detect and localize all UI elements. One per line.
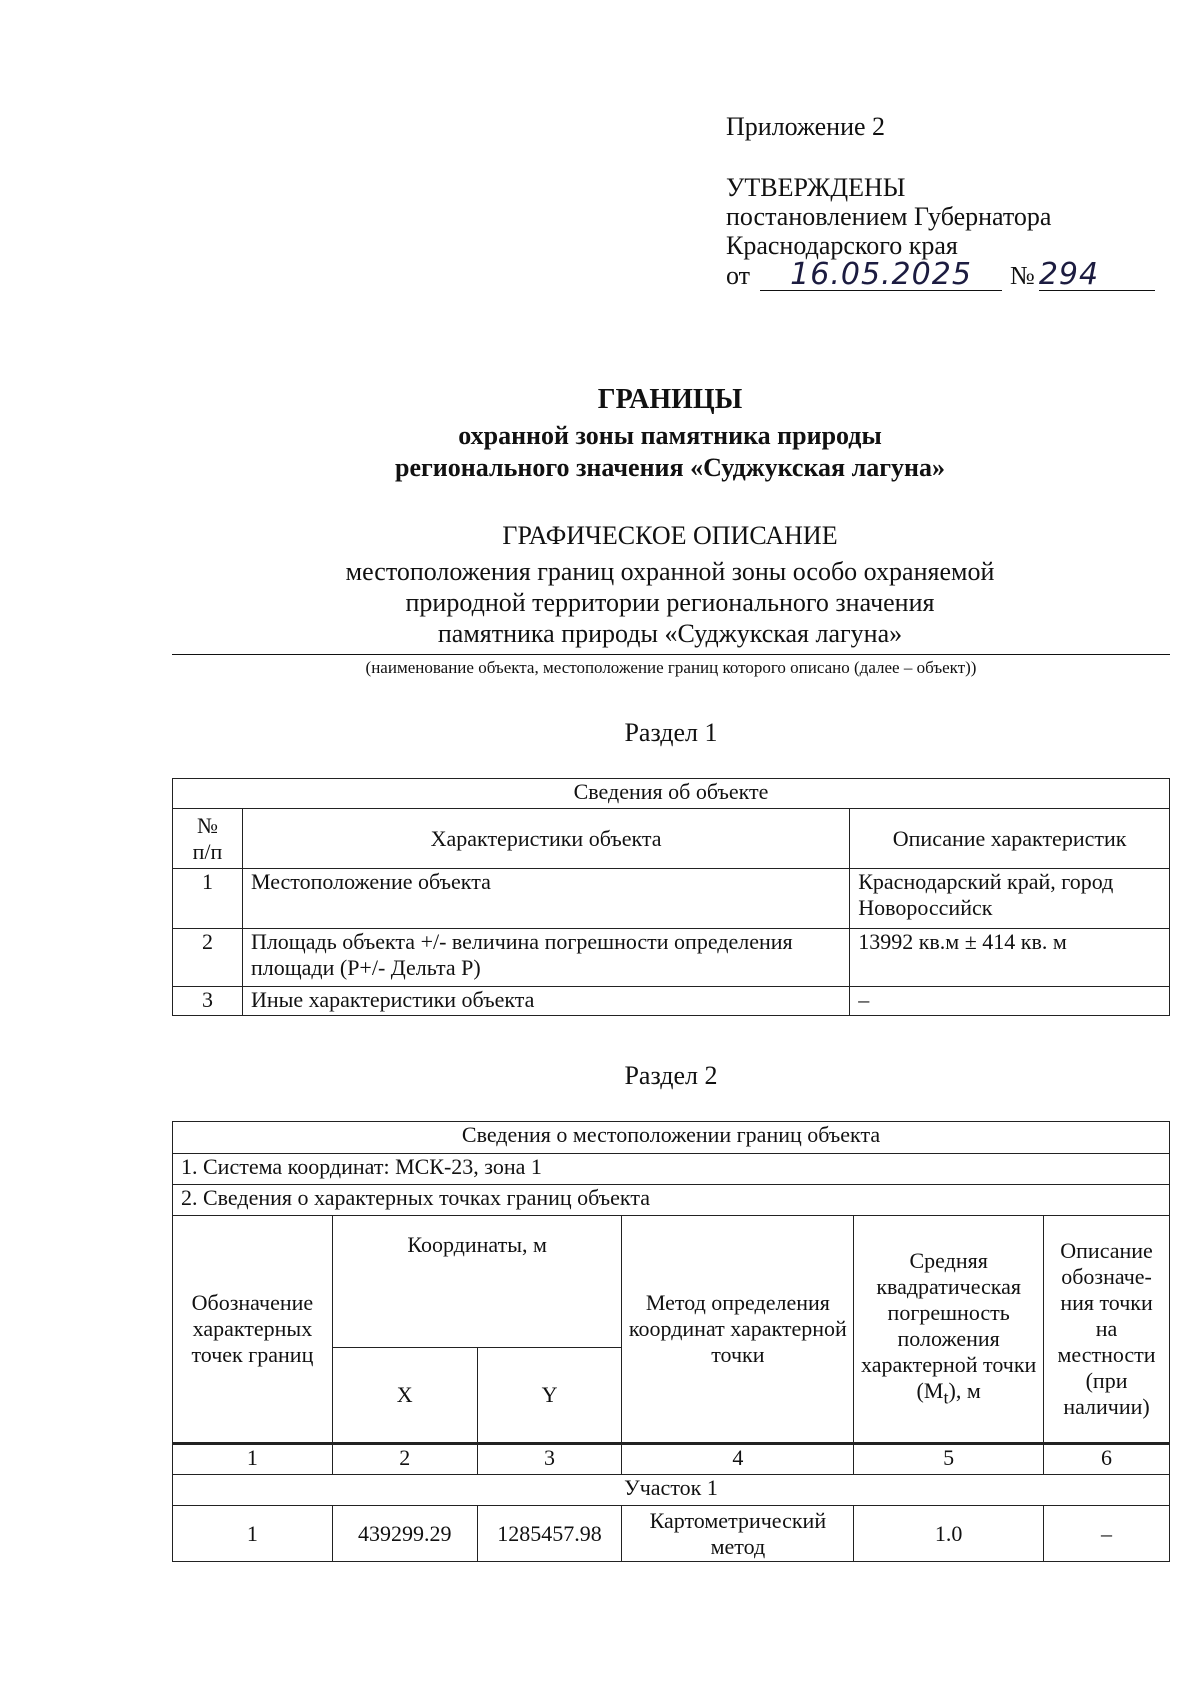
col-num-line1: № xyxy=(196,812,218,838)
col-number: 4 xyxy=(622,1444,854,1475)
col-description-header: Описание обозначе-ния точки на местности (при наличии) xyxy=(1044,1216,1170,1444)
graphic-line3: памятника природы «Суджукская лагуна» xyxy=(437,619,903,648)
approved-by-line2: Краснодарского края xyxy=(726,231,958,260)
point-error: 1.0 xyxy=(854,1506,1044,1562)
point-y: 1285457.98 xyxy=(477,1506,622,1562)
from-label: от xyxy=(726,261,751,290)
object-info-header: Сведения об объекте xyxy=(173,779,1170,809)
subtitle-line2: регионального значения «Суджукская лагуна» xyxy=(395,453,945,482)
row-num: 2 xyxy=(173,929,243,987)
point-method: Картометрический метод xyxy=(622,1506,854,1562)
underline-rule xyxy=(172,654,1170,655)
object-caption: (наименование объекта, местоположение границ которого описано (далее – объект)) xyxy=(365,658,977,677)
number-label: № xyxy=(1010,261,1035,290)
col-number: 1 xyxy=(173,1444,333,1475)
object-info-table xyxy=(172,778,1170,1016)
row-num: 1 xyxy=(173,869,243,929)
decree-date-row xyxy=(726,257,1155,292)
row-char: Местоположение объекта xyxy=(242,869,849,929)
col-designation-header: Обозначение характерных точек границ xyxy=(173,1216,333,1444)
row-char: Площадь объекта +/- величина погрешности определения площади (P+/- Дельта P) xyxy=(242,929,849,987)
appendix-label: Приложение 2 xyxy=(726,112,886,141)
graphic-description xyxy=(160,556,1180,649)
col-error-text: Средняя квадратическая погрешность положения характерной точки (M xyxy=(860,1247,1037,1403)
row-desc: – xyxy=(850,987,1170,1016)
col-method-header: Метод определения координат характерной точки xyxy=(622,1216,854,1444)
col-error-header xyxy=(854,1216,1044,1444)
col-coords-header: Координаты, м xyxy=(332,1216,622,1348)
col-number: 2 xyxy=(332,1444,477,1475)
point-description: – xyxy=(1044,1506,1170,1562)
points-info-row: 2. Сведения о характерных точках границ объекта xyxy=(173,1185,1170,1216)
plot-label-row: Участок 1 xyxy=(173,1475,1170,1506)
point-id: 1 xyxy=(173,1506,333,1562)
boundary-header: Сведения о местоположении границ объекта xyxy=(173,1122,1170,1154)
approved-label: УТВЕРЖДЕНЫ xyxy=(726,173,906,202)
approved-by-line1: постановлением Губернатора xyxy=(726,202,1052,231)
approval-block xyxy=(726,112,1155,291)
section1-title: Раздел 1 xyxy=(624,718,718,747)
row-desc: Краснодарский край, город Новороссийск xyxy=(850,869,1170,929)
col-y-header: Y xyxy=(477,1348,622,1444)
col-x-header: X xyxy=(332,1348,477,1444)
graphic-line2: природной территории регионального значения xyxy=(405,588,935,617)
decree-number: 294 xyxy=(1039,260,1155,291)
column-numbers-row xyxy=(173,1444,1170,1475)
col-error-unit: ), м xyxy=(948,1377,981,1403)
row-desc: 13992 кв.м ± 414 кв. м xyxy=(850,929,1170,987)
col-number: 3 xyxy=(477,1444,622,1475)
table-row xyxy=(173,929,1170,987)
col-error-sub: t xyxy=(943,1387,949,1408)
col-char-header: Характеристики объекта xyxy=(242,809,849,869)
table-row xyxy=(173,869,1170,929)
col-num-header xyxy=(173,809,243,869)
coord-system-row: 1. Система координат: МСК-23, зона 1 xyxy=(173,1154,1170,1185)
col-desc-header: Описание характеристик xyxy=(850,809,1170,869)
row-num: 3 xyxy=(173,987,243,1016)
decree-date: 16.05.2025 xyxy=(760,260,1002,291)
col-number: 6 xyxy=(1044,1444,1170,1475)
col-number: 5 xyxy=(854,1444,1044,1475)
table-row xyxy=(173,1506,1170,1562)
point-x: 439299.29 xyxy=(332,1506,477,1562)
document-title: ГРАНИЦЫ xyxy=(597,384,743,415)
row-char: Иные характеристики объекта xyxy=(242,987,849,1016)
document-subtitle xyxy=(160,420,1180,484)
graphic-line1: местоположения границ охранной зоны особо охраняемой xyxy=(345,557,995,586)
section2-title: Раздел 2 xyxy=(624,1061,718,1090)
boundary-points-table xyxy=(172,1121,1170,1562)
table-row xyxy=(173,987,1170,1016)
col-num-line2: п/п xyxy=(192,838,223,864)
subtitle-line1: охранной зоны памятника природы xyxy=(458,421,882,450)
graphic-title: ГРАФИЧЕСКОЕ ОПИСАНИЕ xyxy=(502,521,838,550)
